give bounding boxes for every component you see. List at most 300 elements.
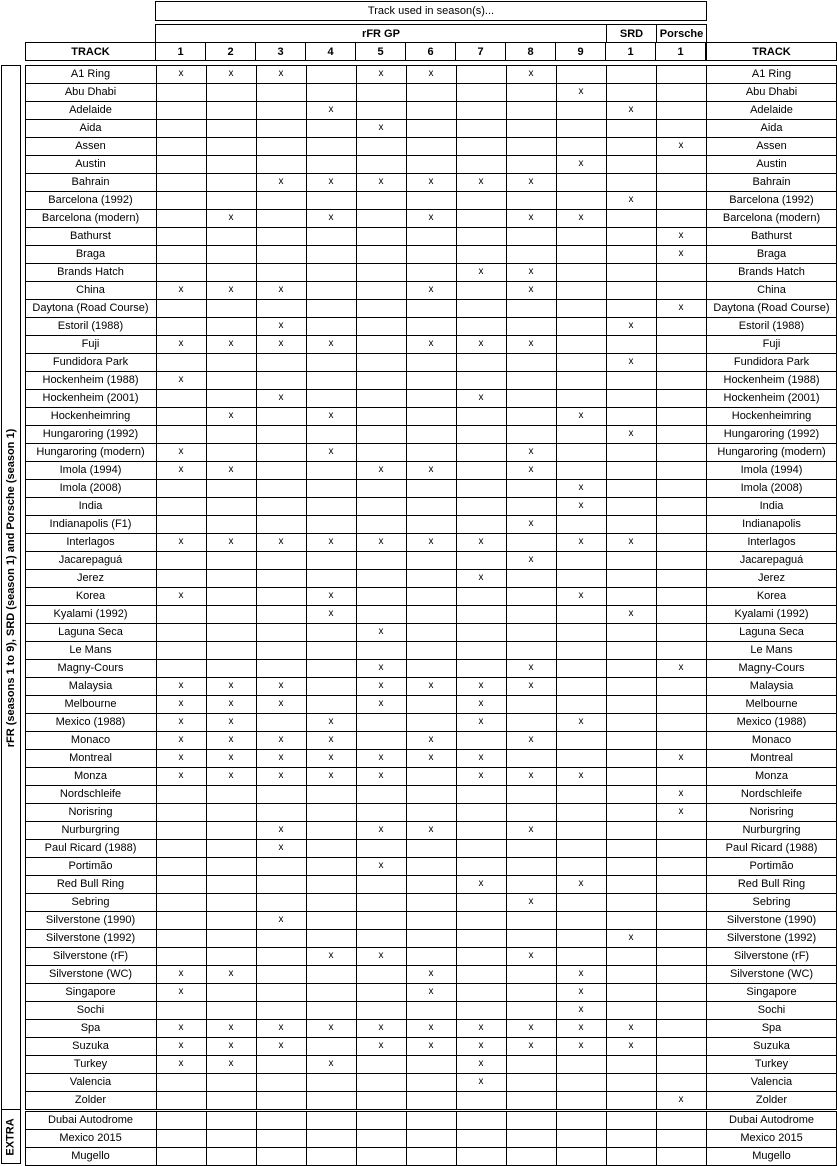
usage-mark: x [478, 392, 484, 403]
track-column-header-left: TRACK [25, 42, 156, 61]
row-divider [25, 497, 837, 498]
usage-mark: x [178, 446, 184, 457]
row-divider [25, 677, 837, 678]
usage-mark: x [378, 626, 384, 637]
track-name-right: Bathurst [751, 229, 792, 242]
row-divider [25, 713, 837, 714]
usage-mark: x [428, 464, 434, 475]
track-name: Singapore [65, 985, 116, 998]
usage-mark: x [378, 752, 384, 763]
track-name-right: Imola (2008) [740, 481, 803, 494]
row-divider [25, 65, 837, 66]
usage-mark: x [228, 680, 234, 691]
track-name: Mexico (1988) [55, 715, 126, 728]
column-divider [356, 65, 357, 1110]
usage-mark: x [528, 554, 534, 565]
row-divider [25, 929, 837, 930]
row-divider [25, 1073, 837, 1074]
row-divider [25, 857, 837, 858]
track-name: Le Mans [69, 643, 112, 656]
usage-mark: x [578, 590, 584, 601]
usage-mark: x [528, 680, 534, 691]
track-name-right: China [757, 283, 786, 296]
track-name-right: Hungaroring (modern) [717, 445, 826, 458]
track-name: Zolder [74, 1093, 107, 1106]
usage-mark: x [478, 752, 484, 763]
usage-mark: x [678, 302, 684, 313]
track-name: Interlagos [66, 535, 115, 548]
track-name-right: Norisring [749, 805, 794, 818]
usage-mark: x [228, 1022, 234, 1033]
usage-mark: x [378, 464, 384, 475]
usage-mark: x [228, 734, 234, 745]
season-header-4: 4 [305, 42, 356, 61]
track-name-right: Mexico (1988) [736, 715, 807, 728]
track-name-right: Fundidora Park [733, 355, 810, 368]
usage-mark: x [428, 824, 434, 835]
track-name: Imola (1994) [59, 463, 122, 476]
track-name-right: Daytona (Road Course) [713, 301, 830, 314]
usage-mark: x [578, 212, 584, 223]
column-divider [156, 1111, 157, 1166]
track-name: Portimão [68, 859, 113, 872]
usage-mark: x [678, 806, 684, 817]
usage-mark: x [278, 392, 284, 403]
usage-mark: x [178, 734, 184, 745]
usage-mark: x [228, 968, 234, 979]
column-divider [256, 65, 257, 1110]
usage-mark: x [528, 284, 534, 295]
usage-mark: x [628, 536, 634, 547]
track-name: Hungaroring (1992) [42, 427, 139, 440]
track-name-right: Portimão [749, 859, 794, 872]
track-name-right: Kyalami (1992) [734, 607, 809, 620]
usage-mark: x [178, 284, 184, 295]
usage-mark: x [378, 698, 384, 709]
track-name: Paul Ricard (1988) [44, 841, 137, 854]
usage-mark: x [328, 1022, 334, 1033]
track-name-right: Dubai Autodrome [729, 1113, 814, 1126]
track-name: Hockenheim (2001) [42, 391, 139, 404]
row-divider [25, 299, 837, 300]
track-name: Dubai Autodrome [48, 1113, 133, 1126]
usage-mark: x [378, 536, 384, 547]
usage-mark: x [478, 572, 484, 583]
usage-mark: x [228, 536, 234, 547]
row-divider [25, 569, 837, 570]
usage-mark: x [428, 752, 434, 763]
track-column-header-right: TRACK [706, 42, 837, 61]
track-name-right: Assen [756, 139, 787, 152]
main-section-label [1, 65, 21, 1110]
usage-mark: x [428, 68, 434, 79]
usage-mark: x [528, 68, 534, 79]
usage-mark: x [528, 212, 534, 223]
usage-mark: x [378, 950, 384, 961]
column-divider [306, 1111, 307, 1166]
track-name: Mexico 2015 [59, 1131, 122, 1144]
row-divider [25, 695, 837, 696]
usage-mark: x [378, 68, 384, 79]
row-divider [25, 209, 837, 210]
group-header-porsche: Porsche [656, 24, 707, 43]
usage-mark: x [378, 680, 384, 691]
track-name-right: Barcelona (modern) [722, 211, 821, 224]
track-name: Laguna Seca [58, 625, 123, 638]
track-name-right: Melbourne [745, 697, 798, 710]
row-divider [25, 83, 837, 84]
track-name: Braga [75, 247, 106, 260]
track-name: Adelaide [69, 103, 112, 116]
column-divider [256, 1111, 257, 1166]
column-divider [206, 1111, 207, 1166]
usage-mark: x [478, 770, 484, 781]
usage-mark: x [378, 824, 384, 835]
usage-mark: x [378, 1022, 384, 1033]
track-name: Turkey [73, 1057, 108, 1070]
usage-mark: x [328, 752, 334, 763]
row-divider [25, 983, 837, 984]
track-name: Fuji [81, 337, 100, 350]
track-name: Norisring [68, 805, 113, 818]
track-name: Jacarepaguá [58, 553, 123, 566]
track-name-right: Mexico 2015 [740, 1131, 803, 1144]
track-name: Fundidora Park [52, 355, 129, 368]
usage-mark: x [228, 284, 234, 295]
row-divider [25, 119, 837, 120]
row-divider [25, 353, 837, 354]
usage-mark: x [528, 1022, 534, 1033]
usage-mark: x [678, 662, 684, 673]
usage-mark: x [578, 1040, 584, 1051]
row-divider [25, 515, 837, 516]
usage-mark: x [178, 590, 184, 601]
row-divider [25, 263, 837, 264]
track-name-right: Zolder [755, 1093, 788, 1106]
usage-mark: x [378, 122, 384, 133]
track-name-right: Valencia [750, 1075, 793, 1088]
usage-mark: x [278, 734, 284, 745]
track-name: Nordschleife [59, 787, 122, 800]
track-name-right: Fuji [762, 337, 781, 350]
track-name-right: Turkey [754, 1057, 789, 1070]
track-name-right: Hungaroring (1992) [723, 427, 820, 440]
usage-mark: x [478, 716, 484, 727]
track-name: Imola (2008) [59, 481, 122, 494]
usage-mark: x [578, 500, 584, 511]
column-divider [606, 65, 607, 1110]
extra-section-label [1, 1109, 21, 1164]
column-divider [406, 65, 407, 1110]
usage-mark: x [278, 752, 284, 763]
row-divider [25, 785, 837, 786]
track-name-right: Paul Ricard (1988) [725, 841, 818, 854]
row-divider [25, 1091, 837, 1092]
column-divider [556, 65, 557, 1110]
track-name-right: Hockenheim (1988) [723, 373, 820, 386]
track-name-right: Malaysia [749, 679, 794, 692]
usage-mark: x [578, 158, 584, 169]
track-name: Valencia [69, 1075, 112, 1088]
usage-mark: x [328, 716, 334, 727]
usage-mark: x [278, 536, 284, 547]
usage-mark: x [278, 842, 284, 853]
usage-mark: x [628, 194, 634, 205]
row-divider [25, 659, 837, 660]
usage-mark: x [278, 338, 284, 349]
season-header-7: 7 [455, 42, 506, 61]
track-name-right: Jerez [758, 571, 785, 584]
track-name: A1 Ring [70, 67, 111, 80]
track-name: Hockenheim (1988) [42, 373, 139, 386]
row-divider [25, 1109, 837, 1110]
usage-mark: x [578, 716, 584, 727]
row-divider [25, 101, 837, 102]
track-name: Assen [75, 139, 106, 152]
track-name: Suzuka [72, 1039, 109, 1052]
track-name-right: Aida [760, 121, 783, 134]
usage-mark: x [328, 1058, 334, 1069]
track-name: Hungaroring (modern) [36, 445, 145, 458]
usage-mark: x [428, 176, 434, 187]
usage-mark: x [178, 68, 184, 79]
track-name-right: Hockenheimring [731, 409, 812, 422]
usage-mark: x [628, 1040, 634, 1051]
track-name: Indianapolis (F1) [49, 517, 132, 530]
track-name-right: Silverstone (rF) [733, 949, 810, 962]
usage-mark: x [328, 770, 334, 781]
column-divider [356, 1111, 357, 1166]
track-name: Bathurst [70, 229, 111, 242]
track-name: Montreal [69, 751, 112, 764]
usage-mark: x [478, 1076, 484, 1087]
track-name-right: Jacarepaguá [739, 553, 804, 566]
row-divider [25, 1129, 837, 1130]
season-header-11: 1 [655, 42, 706, 61]
usage-mark: x [228, 1058, 234, 1069]
season-header-3: 3 [255, 42, 306, 61]
usage-mark: x [178, 1058, 184, 1069]
row-divider [25, 407, 837, 408]
row-divider [25, 317, 837, 318]
usage-mark: x [428, 734, 434, 745]
usage-mark: x [328, 950, 334, 961]
track-name-right: Austin [756, 157, 787, 170]
column-divider [656, 1111, 657, 1166]
usage-mark: x [478, 1058, 484, 1069]
usage-mark: x [578, 770, 584, 781]
season-header-1: 1 [155, 42, 206, 61]
usage-mark: x [528, 734, 534, 745]
track-name: Abu Dhabi [64, 85, 117, 98]
usage-mark: x [628, 356, 634, 367]
season-header-5: 5 [355, 42, 406, 61]
usage-mark: x [178, 986, 184, 997]
usage-mark: x [428, 986, 434, 997]
row-divider [25, 281, 837, 282]
usage-mark: x [678, 1094, 684, 1105]
season-header-10: 1 [605, 42, 656, 61]
track-name: Brands Hatch [57, 265, 124, 278]
row-divider [25, 443, 837, 444]
usage-mark: x [578, 878, 584, 889]
track-name: Silverstone (1992) [45, 931, 136, 944]
row-divider [25, 1111, 837, 1112]
row-divider [25, 749, 837, 750]
column-divider [406, 1111, 407, 1166]
track-name-right: Barcelona (1992) [729, 193, 814, 206]
track-name-right: Le Mans [750, 643, 793, 656]
track-name-right: Red Bull Ring [737, 877, 806, 890]
row-divider [25, 191, 837, 192]
column-divider [25, 1111, 26, 1166]
usage-mark: x [428, 680, 434, 691]
row-divider [25, 1019, 837, 1020]
usage-mark: x [328, 338, 334, 349]
track-name-right: Estoril (1988) [738, 319, 805, 332]
usage-mark: x [228, 212, 234, 223]
usage-mark: x [528, 950, 534, 961]
usage-mark: x [228, 752, 234, 763]
usage-mark: x [228, 716, 234, 727]
usage-mark: x [178, 752, 184, 763]
row-divider [25, 389, 837, 390]
column-divider [506, 65, 507, 1110]
usage-mark: x [228, 338, 234, 349]
usage-mark: x [428, 212, 434, 223]
usage-mark: x [178, 698, 184, 709]
usage-mark: x [278, 680, 284, 691]
usage-mark: x [628, 320, 634, 331]
usage-mark: x [328, 212, 334, 223]
track-name-right: Interlagos [747, 535, 796, 548]
track-name-right: Bahrain [752, 175, 791, 188]
usage-mark: x [628, 428, 634, 439]
usage-mark: x [678, 248, 684, 259]
track-name-right: Magny-Cours [738, 661, 805, 674]
row-divider [25, 1037, 837, 1038]
track-name-right: Laguna Seca [739, 625, 804, 638]
row-divider [25, 767, 837, 768]
usage-mark: x [178, 338, 184, 349]
track-name-right: Nurburgring [742, 823, 801, 836]
row-divider [25, 875, 837, 876]
track-name: Korea [75, 589, 106, 602]
usage-mark: x [678, 230, 684, 241]
usage-mark: x [578, 410, 584, 421]
season-header-8: 8 [505, 42, 556, 61]
usage-mark: x [178, 680, 184, 691]
track-name-right: Sebring [752, 895, 791, 908]
usage-mark: x [328, 410, 334, 421]
row-divider [25, 479, 837, 480]
track-name-right: Singapore [746, 985, 797, 998]
track-name-right: A1 Ring [751, 67, 792, 80]
column-divider [556, 1111, 557, 1166]
column-divider [206, 65, 207, 1110]
row-divider [25, 425, 837, 426]
usage-mark: x [678, 140, 684, 151]
usage-mark: x [278, 68, 284, 79]
track-name-right: India [759, 499, 784, 512]
usage-mark: x [428, 1022, 434, 1033]
usage-mark: x [478, 878, 484, 889]
usage-mark: x [278, 176, 284, 187]
track-name: Mugello [71, 1149, 110, 1162]
usage-mark: x [178, 374, 184, 385]
track-name-right: Sochi [757, 1003, 786, 1016]
track-name: Barcelona (modern) [41, 211, 140, 224]
row-divider [25, 533, 837, 534]
usage-mark: x [528, 266, 534, 277]
usage-mark: x [278, 824, 284, 835]
track-name: Kyalami (1992) [53, 607, 128, 620]
track-name-right: Spa [761, 1021, 782, 1034]
main-section-label-text: rFR (seasons 1 to 9), SRD (season 1) and Porsche (season 1) [5, 428, 18, 747]
usage-mark: x [528, 464, 534, 475]
usage-mark: x [528, 770, 534, 781]
usage-mark: x [178, 536, 184, 547]
row-divider [25, 335, 837, 336]
usage-mark: x [478, 338, 484, 349]
track-name: Malaysia [68, 679, 113, 692]
usage-mark: x [578, 482, 584, 493]
track-name-right: Silverstone (1992) [726, 931, 817, 944]
track-name: Sebring [71, 895, 110, 908]
row-divider [25, 623, 837, 624]
usage-mark: x [478, 536, 484, 547]
usage-mark: x [278, 770, 284, 781]
usage-mark: x [228, 464, 234, 475]
usage-mark: x [328, 590, 334, 601]
usage-mark: x [278, 1040, 284, 1051]
extra-section-label-text: EXTRA [5, 1117, 17, 1156]
row-divider [25, 461, 837, 462]
usage-mark: x [278, 1022, 284, 1033]
usage-mark: x [478, 176, 484, 187]
row-divider [25, 227, 837, 228]
usage-mark: x [678, 752, 684, 763]
usage-mark: x [378, 1040, 384, 1051]
track-name: China [76, 283, 105, 296]
usage-mark: x [228, 698, 234, 709]
track-name: Magny-Cours [57, 661, 124, 674]
row-divider [25, 137, 837, 138]
usage-mark: x [528, 518, 534, 529]
season-header-6: 6 [405, 42, 456, 61]
usage-mark: x [578, 536, 584, 547]
row-divider [25, 1147, 837, 1148]
row-divider [25, 911, 837, 912]
row-divider [25, 1001, 837, 1002]
track-name-right: Silverstone (1990) [726, 913, 817, 926]
usage-mark: x [578, 86, 584, 97]
usage-mark: x [278, 284, 284, 295]
track-name-right: Nordschleife [740, 787, 803, 800]
usage-mark: x [378, 860, 384, 871]
track-name: Monaco [70, 733, 111, 746]
group-header-srd: SRD [606, 24, 657, 43]
track-name: Red Bull Ring [56, 877, 125, 890]
row-divider [25, 155, 837, 156]
track-name-right: Suzuka [753, 1039, 790, 1052]
row-divider [25, 947, 837, 948]
column-divider [456, 65, 457, 1110]
usage-mark: x [378, 770, 384, 781]
track-name-right: Adelaide [750, 103, 793, 116]
track-name: Aida [79, 121, 102, 134]
row-divider [25, 245, 837, 246]
